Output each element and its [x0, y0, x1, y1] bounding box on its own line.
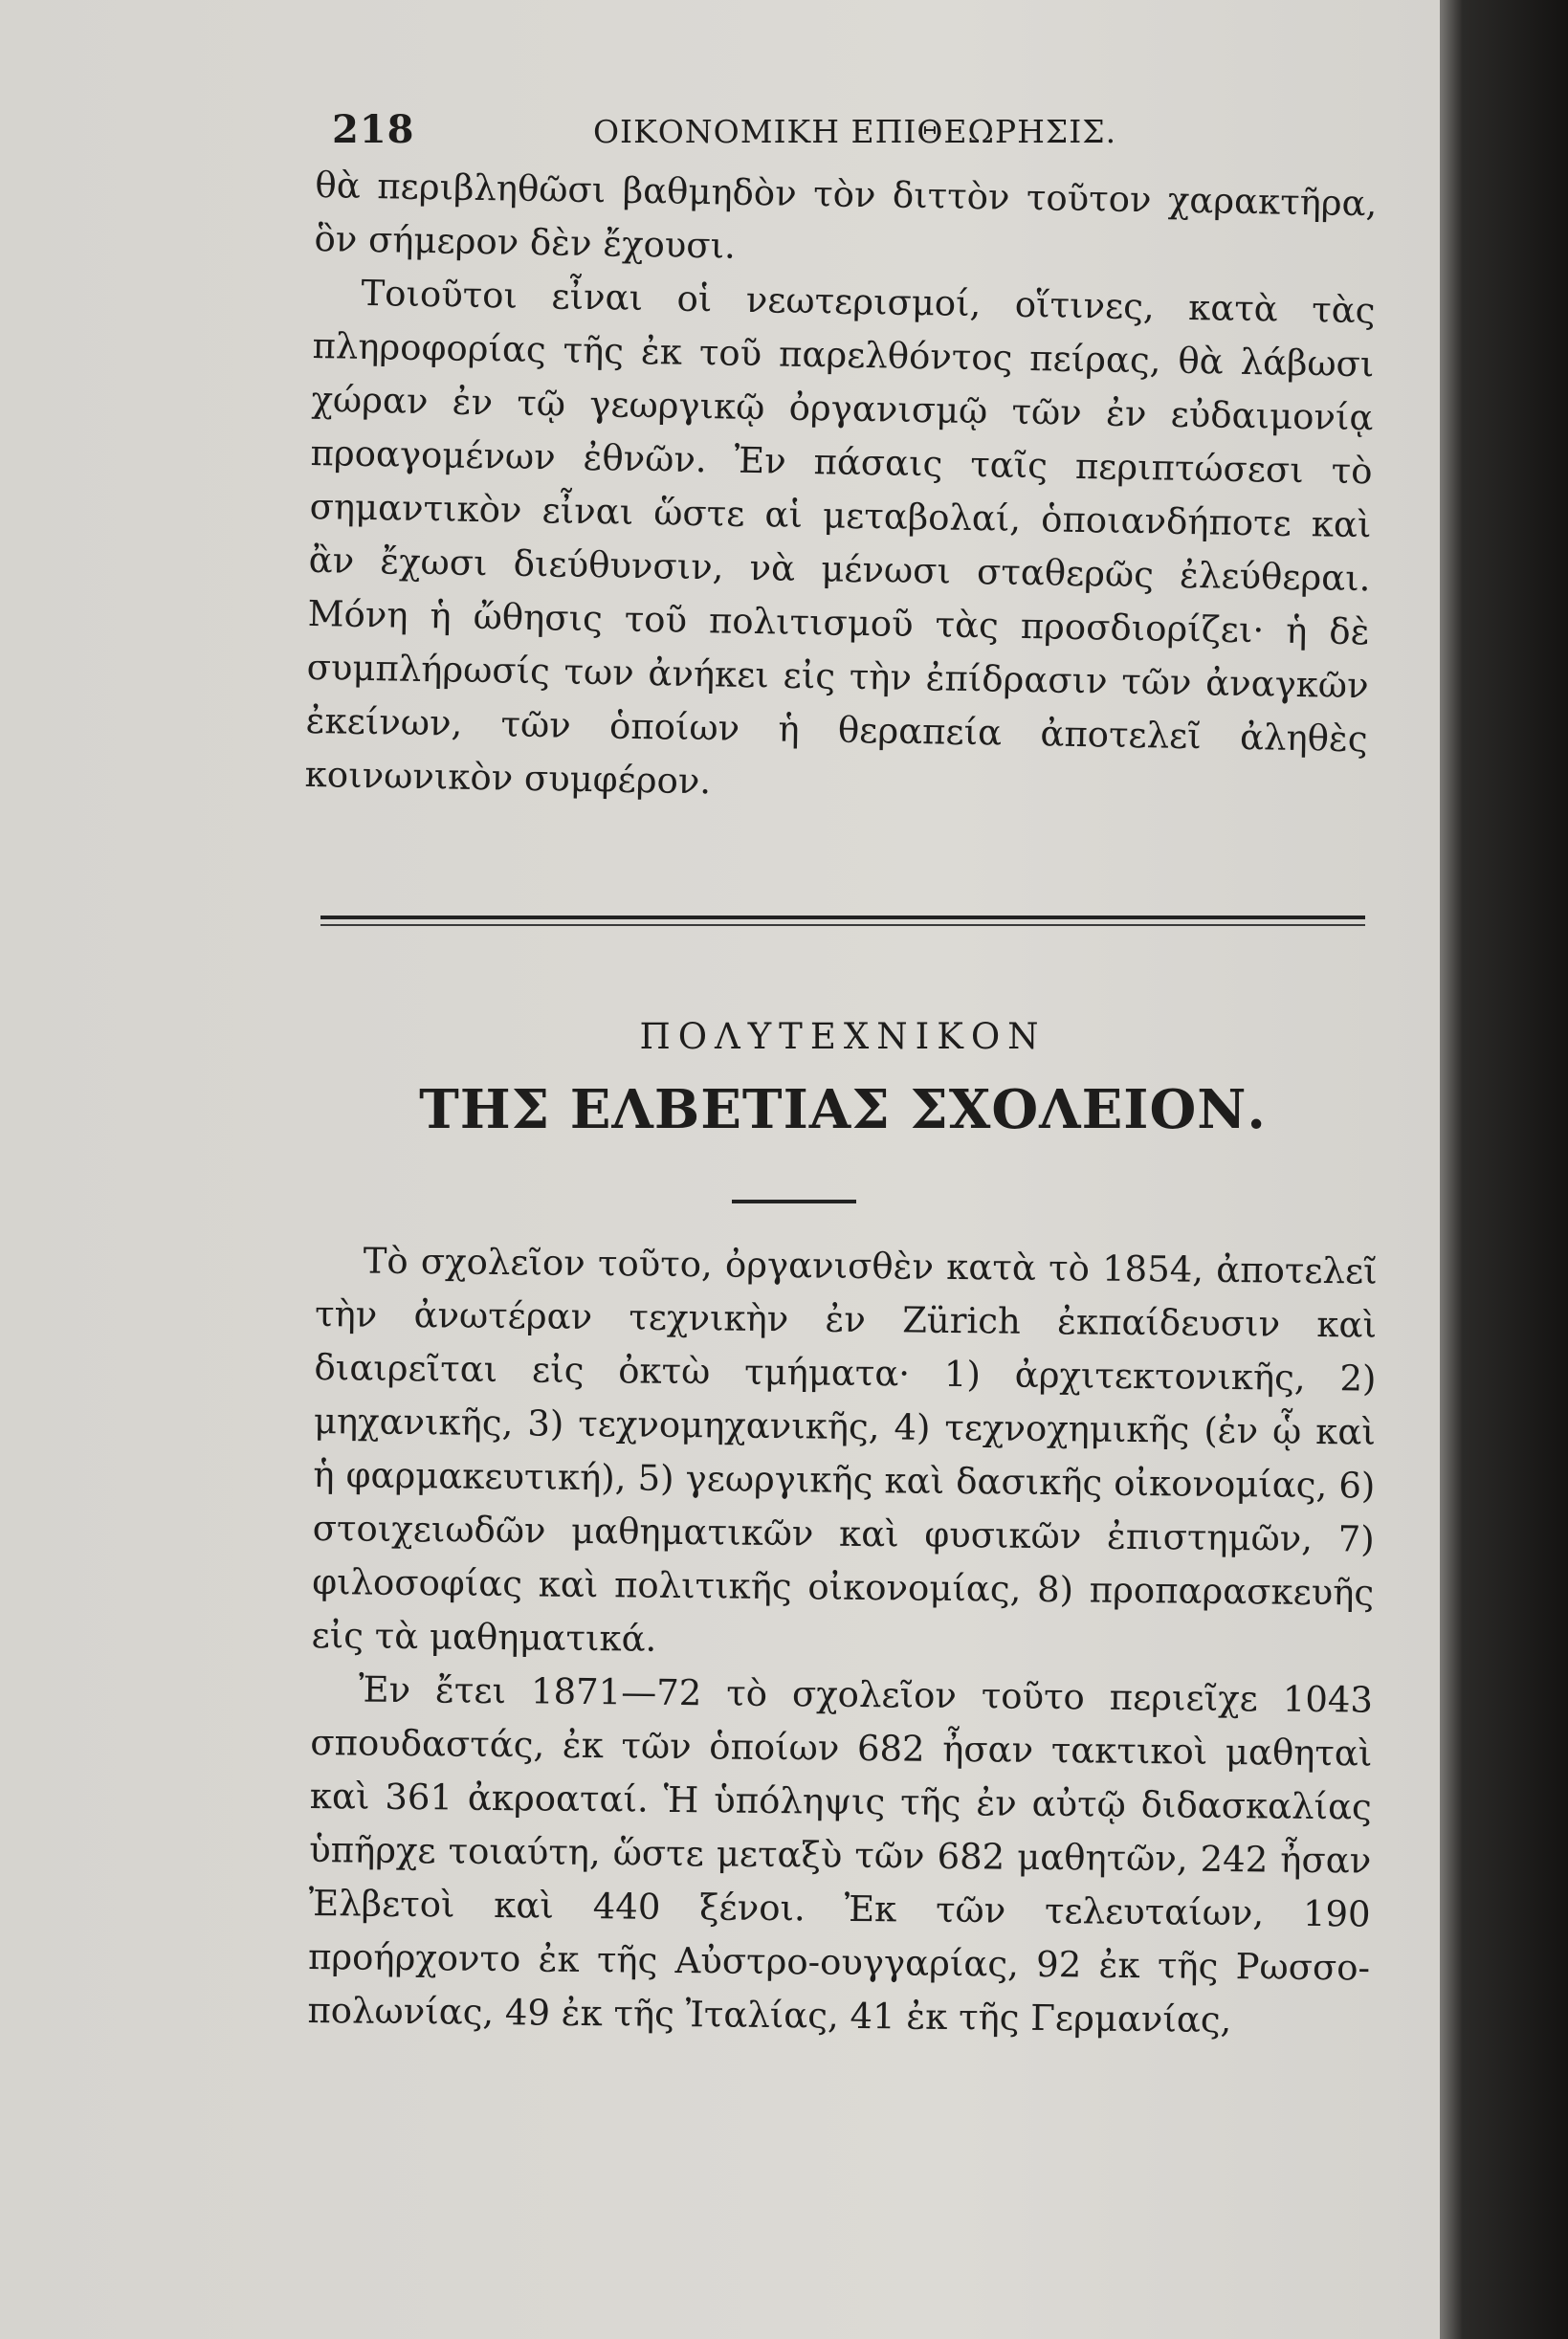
page-number: 218	[332, 107, 415, 152]
text-block-article	[307, 1234, 1378, 2049]
running-head: ΟΙΚΟΝΟΜΙΚΗ ΕΠΙΘΕΩΡΗΣΙΣ.	[593, 113, 1117, 150]
text-block-continuation	[304, 159, 1378, 820]
paragraph: Ἐν ἔτει 1871—72 τὸ σχολεῖον τοῦτο περιεῖχε 1043 σπουδαστάς, ἐκ τῶν ὁποίων 682 ἦσαν τακτικοὶ μαθηταὶ καὶ 361 ἀκροαταί. Ἡ ὑπόληψις τῆς ἐν αὐτῷ διδασκαλίας ὑπῆρχε τοιαύτη, ὥστε μεταξὺ τῶν 682 μαθητῶν, 242 ἦσαν Ἐλβετοὶ καὶ 440 ξένοι. Ἐκ τῶν τελευταίων, 190 προήρχοντο ἐκ τῆς Αὐστρο-ουγγαρίας, 92 ἐκ τῆς Ρωσσο-πολωνίας, 49 ἐκ τῆς Ἰταλίας, 41 ἐκ τῆς Γερμανίας,	[307, 1668, 1374, 2041]
section-title-main: ΤΗΣ ΕΛΒΕΤΙΑΣ ΣΧΟΛΕΙΟΝ.	[419, 1078, 1267, 1141]
page-header	[320, 107, 1373, 165]
paragraph: Τοιοῦτοι εἶναι οἱ νεωτερισμοί, οἵτινες, κατὰ τὰς πληροφορίας τῆς ἐκ τοῦ παρελθόντος πείρας, θὰ λάβωσι χώραν ἐν τῷ γεωργικῷ ὀργανισμῷ τῶν ἐν εὐδαιμονίᾳ προαγομένων ἐθνῶν. Ἐν πάσαις ταῖς περιπτώσεσι τὸ σημαντικὸν εἶναι ὥστε αἱ μεταβολαί, ὁποιανδήποτε καὶ ἂν ἔχωσι διεύθυνσιν, νὰ μένωσι σταθερῶς ἐλεύθεραι. Μόνη ἡ ὤθησις τοῦ πολιτισμοῦ τὰς προσδιορίζει· ἡ δὲ συμπλήρωσίς των ἀνήκει εἰς τὴν ἐπίδρασιν τῶν ἀναγκῶν ἐκείνων, τῶν ὁποίων ἡ θεραπεία ἀποτελεῖ ἀληθὲς κοινωνικὸν συμφέρον.	[304, 272, 1376, 803]
paragraph: θὰ περιβληθῶσι βαθμηδὸν τὸν διττὸν τοῦτον χαρακτῆρα, ὃν σήμερον δὲν ἔχουσι.	[314, 164, 1378, 267]
section-title-top: ΠΟΛΥΤΕΧΝΙΚΟΝ	[639, 1016, 1047, 1057]
section-divider	[320, 916, 1365, 919]
paragraph: Τὸ σχολεῖον τοῦτο, ὀργανισθὲν κατὰ τὸ 1854, ἀποτελεῖ τὴν ἀνωτέραν τεχνικὴν ἐν Zürich ἐκπαίδευσιν καὶ διαιρεῖται εἰς ὀκτὼ τμήματα· 1) ἀρχιτεκτονικῆς, 2) μηχανικῆς, 3) τεχνομηχανικῆς, 4) τεχνοχημικῆς (ἐν ᾧ καὶ ἡ φαρμακευτική), 5) γεωργικῆς καὶ δασικῆς οἰκονομίας, 6) στοιχειωδῶν μαθηματικῶν καὶ φυσικῶν ἐπιστημῶν, 7) φιλοσοφίας καὶ πολιτικῆς οἰκονομίας, 8) προπαρασκευῆς εἰς τὰ μαθηματικά.	[311, 1240, 1378, 1660]
book-spine-shadow	[1440, 0, 1568, 2339]
title-underline	[732, 1200, 856, 1203]
